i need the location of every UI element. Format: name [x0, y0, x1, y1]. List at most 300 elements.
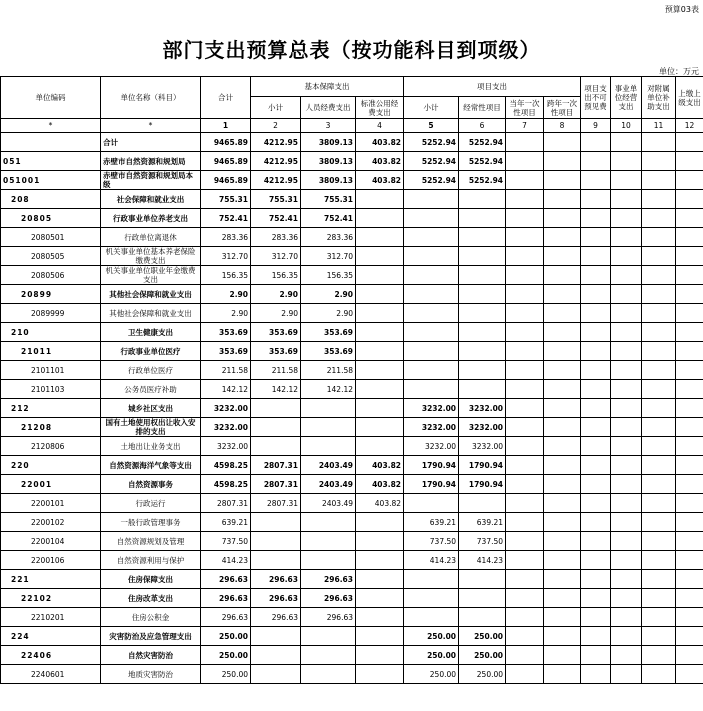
row-value [581, 190, 611, 209]
row-value [404, 247, 459, 266]
row-code: 21208 [1, 418, 101, 437]
row-value [544, 133, 581, 152]
row-value [581, 646, 611, 665]
row-value [642, 475, 676, 494]
row-value: 312.70 [201, 247, 251, 266]
table-row [1, 456, 703, 475]
row-value [611, 361, 642, 380]
row-name: 其他社会保障和就业支出 [101, 285, 201, 304]
row-value [642, 228, 676, 247]
row-value [301, 437, 356, 456]
row-value [676, 627, 703, 646]
row-value: 296.63 [201, 608, 251, 627]
row-value [581, 152, 611, 171]
row-value [581, 475, 611, 494]
row-value [356, 646, 404, 665]
header-operating: 经常性项目 [459, 97, 506, 119]
row-value [506, 133, 544, 152]
row-value [642, 589, 676, 608]
row-value [642, 285, 676, 304]
row-value [642, 494, 676, 513]
row-value [611, 190, 642, 209]
row-value [611, 133, 642, 152]
row-value [611, 209, 642, 228]
row-value [544, 570, 581, 589]
row-value [544, 209, 581, 228]
row-value [642, 209, 676, 228]
row-value: 755.31 [251, 190, 301, 209]
row-name: 土地出让业务支出 [101, 437, 201, 456]
row-value [404, 266, 459, 285]
row-value [642, 247, 676, 266]
row-value: 2807.31 [201, 494, 251, 513]
row-value [544, 456, 581, 475]
row-value: 737.50 [459, 532, 506, 551]
column-number: 6 [459, 119, 506, 133]
row-value [356, 532, 404, 551]
row-value [676, 361, 703, 380]
row-value [544, 665, 581, 684]
row-value [611, 418, 642, 437]
table-row [1, 399, 703, 418]
row-value: 3232.00 [459, 437, 506, 456]
row-value [506, 361, 544, 380]
row-value: 403.82 [356, 456, 404, 475]
row-value [581, 285, 611, 304]
row-value: 403.82 [356, 152, 404, 171]
row-value: 142.12 [201, 380, 251, 399]
row-value: 283.36 [301, 228, 356, 247]
row-code: 20899 [1, 285, 101, 304]
row-name: 自然资源规划及管理 [101, 532, 201, 551]
row-value [611, 266, 642, 285]
row-code: 2200104 [1, 532, 101, 551]
row-code [1, 133, 101, 152]
row-value [506, 589, 544, 608]
row-code: 224 [1, 627, 101, 646]
row-value [459, 266, 506, 285]
row-value [506, 342, 544, 361]
row-code: 212 [1, 399, 101, 418]
row-value: 755.31 [201, 190, 251, 209]
row-value [581, 437, 611, 456]
row-code: 2120806 [1, 437, 101, 456]
row-value [356, 247, 404, 266]
table-row [1, 209, 703, 228]
row-value [356, 627, 404, 646]
row-value [506, 380, 544, 399]
row-value [506, 456, 544, 475]
row-value: 4598.25 [201, 475, 251, 494]
table-row [1, 247, 703, 266]
row-value [251, 532, 301, 551]
row-value [581, 494, 611, 513]
row-value [404, 589, 459, 608]
row-value [356, 361, 404, 380]
row-value: 1790.94 [459, 456, 506, 475]
table-row [1, 380, 703, 399]
row-value [544, 589, 581, 608]
row-value [642, 646, 676, 665]
row-value: 353.69 [201, 342, 251, 361]
row-value [611, 323, 642, 342]
row-value: 737.50 [404, 532, 459, 551]
row-value: 250.00 [201, 646, 251, 665]
row-value [506, 646, 544, 665]
budget-table [0, 76, 703, 684]
column-number: 3 [301, 119, 356, 133]
row-value: 5252.94 [459, 133, 506, 152]
row-value [544, 646, 581, 665]
row-value [676, 342, 703, 361]
row-code: 2089999 [1, 304, 101, 323]
row-code: 2101101 [1, 361, 101, 380]
row-value [459, 228, 506, 247]
row-value [506, 513, 544, 532]
row-value: 5252.94 [404, 171, 459, 190]
row-value [581, 570, 611, 589]
row-value: 2.90 [301, 304, 356, 323]
row-value [676, 171, 703, 190]
row-value: 250.00 [404, 627, 459, 646]
row-value [544, 247, 581, 266]
row-value [356, 266, 404, 285]
row-value: 2.90 [201, 285, 251, 304]
row-value [581, 266, 611, 285]
row-value [544, 418, 581, 437]
column-number-row [1, 119, 703, 133]
row-value: 2.90 [201, 304, 251, 323]
row-value [544, 608, 581, 627]
row-name: 地质灾害防治 [101, 665, 201, 684]
row-code: 22001 [1, 475, 101, 494]
row-value: 755.31 [301, 190, 356, 209]
table-row [1, 665, 703, 684]
column-number: 1 [201, 119, 251, 133]
row-value [642, 551, 676, 570]
table-row [1, 475, 703, 494]
row-value [404, 361, 459, 380]
row-value [506, 570, 544, 589]
row-value [676, 608, 703, 627]
table-row [1, 342, 703, 361]
row-value [581, 247, 611, 266]
row-value [611, 228, 642, 247]
row-value [581, 551, 611, 570]
row-value: 211.58 [251, 361, 301, 380]
row-value [459, 285, 506, 304]
row-value [404, 228, 459, 247]
row-value [301, 646, 356, 665]
header-personnel: 人员经费支出 [301, 97, 356, 119]
row-value [506, 247, 544, 266]
row-value [544, 285, 581, 304]
row-code: 2200106 [1, 551, 101, 570]
row-value [544, 152, 581, 171]
row-value [544, 380, 581, 399]
table-row [1, 285, 703, 304]
row-value: 9465.89 [201, 133, 251, 152]
row-value [404, 494, 459, 513]
row-value [642, 437, 676, 456]
row-value: 296.63 [201, 589, 251, 608]
row-value [459, 589, 506, 608]
row-value [581, 304, 611, 323]
row-value [642, 380, 676, 399]
row-name: 公务员医疗补助 [101, 380, 201, 399]
row-value: 353.69 [251, 342, 301, 361]
row-value [251, 399, 301, 418]
column-number: 5 [404, 119, 459, 133]
row-value [676, 323, 703, 342]
header-unit-code: 单位编码 [1, 77, 101, 119]
row-code: 20805 [1, 209, 101, 228]
row-value [544, 228, 581, 247]
row-value [544, 494, 581, 513]
row-value [581, 171, 611, 190]
row-value [506, 190, 544, 209]
row-value [642, 133, 676, 152]
header-basic: 基本保障支出 [251, 77, 404, 97]
row-value [676, 247, 703, 266]
row-value [251, 551, 301, 570]
row-value [459, 190, 506, 209]
table-row [1, 532, 703, 551]
row-value: 3809.13 [301, 152, 356, 171]
row-value [506, 665, 544, 684]
row-value [356, 513, 404, 532]
row-value [356, 608, 404, 627]
row-name: 自然资源事务 [101, 475, 201, 494]
row-value: 639.21 [459, 513, 506, 532]
row-value [356, 418, 404, 437]
row-value [356, 209, 404, 228]
row-value [676, 209, 703, 228]
row-value: 156.35 [201, 266, 251, 285]
header-subtotal: 小计 [251, 97, 301, 119]
row-value [676, 437, 703, 456]
column-number: 2 [251, 119, 301, 133]
column-number: 8 [544, 119, 581, 133]
row-value [251, 513, 301, 532]
row-value [404, 323, 459, 342]
row-value [581, 513, 611, 532]
row-code: 21011 [1, 342, 101, 361]
row-value [676, 665, 703, 684]
row-value: 2807.31 [251, 494, 301, 513]
row-name: 机关事业单位职业年金缴费支出 [101, 266, 201, 285]
row-value: 250.00 [459, 665, 506, 684]
row-name: 行政运行 [101, 494, 201, 513]
row-value: 2.90 [251, 285, 301, 304]
row-value [611, 570, 642, 589]
row-value [506, 418, 544, 437]
row-name: 国有土地使用权出让收入安排的支出 [101, 418, 201, 437]
row-value [506, 532, 544, 551]
table-row [1, 190, 703, 209]
row-name: 自然资源利用与保护 [101, 551, 201, 570]
row-value [544, 551, 581, 570]
row-value [459, 570, 506, 589]
row-value: 3232.00 [404, 399, 459, 418]
row-value [251, 627, 301, 646]
row-name: 灾害防治及应急管理支出 [101, 627, 201, 646]
row-value [581, 608, 611, 627]
row-value [676, 285, 703, 304]
header-unit-name: 单位名称（科目） [101, 77, 201, 119]
column-number: 10 [611, 119, 642, 133]
row-value [506, 228, 544, 247]
row-code: 22406 [1, 646, 101, 665]
row-value: 250.00 [459, 646, 506, 665]
row-value [676, 494, 703, 513]
row-value: 283.36 [251, 228, 301, 247]
header-multi-year: 当年一次性项目 [506, 97, 544, 119]
table-row [1, 627, 703, 646]
row-value [642, 190, 676, 209]
header-project-subtotal: 小计 [404, 97, 459, 119]
row-code: 22102 [1, 589, 101, 608]
row-value [356, 342, 404, 361]
row-value: 296.63 [301, 589, 356, 608]
row-value: 250.00 [459, 627, 506, 646]
row-value: 211.58 [301, 361, 356, 380]
row-value: 3809.13 [301, 171, 356, 190]
row-value: 3232.00 [459, 399, 506, 418]
row-value [611, 437, 642, 456]
row-value [642, 304, 676, 323]
row-value [611, 589, 642, 608]
row-name: 机关事业单位基本养老保险缴费支出 [101, 247, 201, 266]
row-value [581, 342, 611, 361]
row-name: 合计 [101, 133, 201, 152]
row-value [581, 532, 611, 551]
row-value [301, 513, 356, 532]
row-value [642, 570, 676, 589]
row-value [676, 152, 703, 171]
row-value: 4598.25 [201, 456, 251, 475]
row-value: 353.69 [251, 323, 301, 342]
row-name: 行政单位离退休 [101, 228, 201, 247]
row-value: 2403.49 [301, 475, 356, 494]
row-value [506, 152, 544, 171]
row-value [356, 190, 404, 209]
row-value [611, 665, 642, 684]
column-number: 12 [676, 119, 703, 133]
row-value [676, 475, 703, 494]
row-value [544, 342, 581, 361]
row-value [676, 418, 703, 437]
row-value: 2.90 [251, 304, 301, 323]
row-value [251, 437, 301, 456]
row-value [611, 380, 642, 399]
column-number: 7 [506, 119, 544, 133]
row-code: 051001 [1, 171, 101, 190]
row-value [506, 399, 544, 418]
row-value: 296.63 [301, 570, 356, 589]
row-value: 312.70 [301, 247, 356, 266]
row-value: 2807.31 [251, 475, 301, 494]
row-value [544, 304, 581, 323]
table-row [1, 266, 703, 285]
row-value: 3232.00 [201, 437, 251, 456]
row-code: 2240601 [1, 665, 101, 684]
header-cross-year: 跨年一次性项目 [544, 97, 581, 119]
column-number: 11 [642, 119, 676, 133]
row-value [581, 418, 611, 437]
row-code: 210 [1, 323, 101, 342]
row-value: 156.35 [251, 266, 301, 285]
row-value [581, 228, 611, 247]
row-value [611, 285, 642, 304]
unit-label: 单位：万元 [659, 67, 699, 76]
table-row [1, 494, 703, 513]
row-value [506, 608, 544, 627]
row-value: 3809.13 [301, 133, 356, 152]
row-value: 403.82 [356, 494, 404, 513]
row-value: 250.00 [404, 665, 459, 684]
row-value [676, 304, 703, 323]
row-value [581, 323, 611, 342]
header-item11: 对附属单位补助支出 [642, 77, 676, 119]
row-value [356, 228, 404, 247]
row-value: 403.82 [356, 171, 404, 190]
row-value [611, 475, 642, 494]
row-value [611, 171, 642, 190]
row-code: 2200102 [1, 513, 101, 532]
table-row [1, 361, 703, 380]
row-value [642, 399, 676, 418]
row-value [611, 456, 642, 475]
row-value: 353.69 [301, 342, 356, 361]
row-value [506, 551, 544, 570]
row-value: 4212.95 [251, 133, 301, 152]
row-value [506, 266, 544, 285]
row-name: 自然灾害防治 [101, 646, 201, 665]
row-value [506, 627, 544, 646]
row-name: 其他社会保障和就业支出 [101, 304, 201, 323]
row-value [581, 361, 611, 380]
row-value [642, 361, 676, 380]
row-code: 220 [1, 456, 101, 475]
row-value: 5252.94 [459, 171, 506, 190]
row-value [544, 627, 581, 646]
row-value [404, 570, 459, 589]
row-value [459, 209, 506, 228]
row-value [506, 494, 544, 513]
row-name: 住房公积金 [101, 608, 201, 627]
row-value [676, 646, 703, 665]
column-number: * [101, 119, 201, 133]
row-value [404, 304, 459, 323]
row-value [676, 570, 703, 589]
row-value: 752.41 [301, 209, 356, 228]
row-value [544, 399, 581, 418]
row-value [642, 627, 676, 646]
table-row [1, 304, 703, 323]
row-value [642, 608, 676, 627]
row-value [676, 266, 703, 285]
row-value [251, 418, 301, 437]
row-name: 行政单位医疗 [101, 361, 201, 380]
row-value [404, 190, 459, 209]
row-value [611, 247, 642, 266]
row-value [356, 399, 404, 418]
row-value [404, 342, 459, 361]
row-value [459, 608, 506, 627]
row-value: 1790.94 [459, 475, 506, 494]
row-value [301, 665, 356, 684]
